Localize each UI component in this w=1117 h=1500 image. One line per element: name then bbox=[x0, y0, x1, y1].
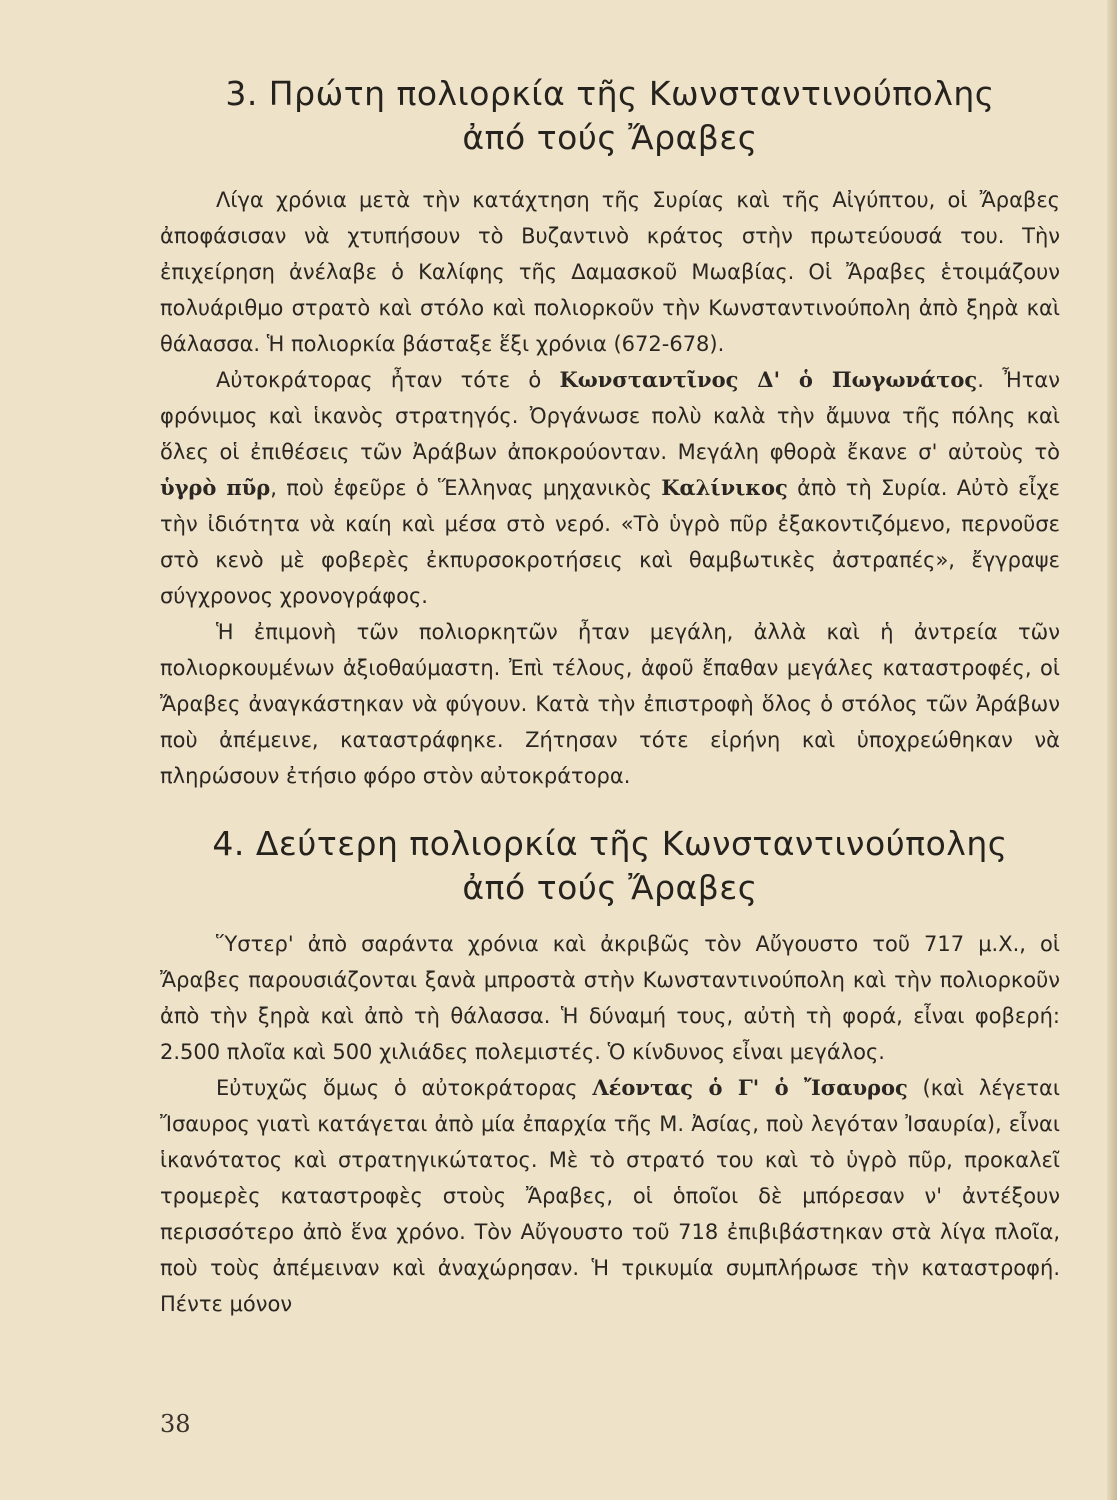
text-run: . Ἦταν φρόνιμος καὶ ἱκανὸς στρατηγός. Ὀργάνωσε πολὺ καλὰ τὴν ἄμυνα τῆς πόλης καὶ ὅλες οἱ ἐπιθέσεις τῶν Ἀράβων ἀποκρούονταν. Μεγάλη φθορὰ ἔκανε σ' αὐτοὺς τὸ bbox=[160, 368, 1060, 464]
page-content bbox=[160, 72, 1060, 1322]
section-3-paragraph-3: Ἡ ἐπιμονὴ τῶν πολιορκητῶν ἦταν μεγάλη, ἀλλὰ καὶ ἡ ἀντρεία τῶν πολιορκουμένων ἀξιοθαύμαστη. Ἐπὶ τέλους, ἀφοῦ ἔπαθαν μεγάλες καταστροφές, οἱ Ἄραβες ἀναγκάστηκαν νὰ φύγουν. Κατὰ τὴν ἐπιστροφὴ ὅλος ὁ στόλος τῶν Ἀράβων ποὺ ἀπέμεινε, καταστράφηκε. Ζήτησαν τότε εἰρήνη καὶ ὑποχρεώθηκαν νὰ πληρώσουν ἐτήσιο φόρο στὸν αὐτοκράτορα. bbox=[160, 620, 1060, 788]
section-3-paragraph-2 bbox=[160, 362, 1060, 614]
text-run: Εὐτυχῶς ὅμως ὁ αὐτοκράτορας bbox=[216, 1076, 593, 1100]
section-4-paragraph-2 bbox=[160, 1070, 1060, 1322]
text-run: ἀπὸ τὴ Συρία. Αὐτὸ εἶχε τὴν ἰδιότητα νὰ καίη καὶ μέσα στὸ νερό. «Τὸ ὑγρὸ πῦρ ἐξακοντιζόμενο, περνοῦσε στὸ κενὸ μὲ φοβερὲς ἐκπυρσοκροτήσεις καὶ θαμβωτικὲς ἀστραπές», ἔγγραψε σύγχρονος χρονογράφος. bbox=[160, 476, 1061, 608]
text-run: (καὶ λέγεται Ἴσαυρος γιατὶ κατάγεται ἀπὸ μία ἐπαρχία τῆς Μ. Ἀσίας, ποὺ λεγόταν Ἰσαυρία), εἶναι ἱκανότατος καὶ στρατηγικώτατος. Μὲ τὸ στρατό του καὶ τὸ ὑγρὸ πῦρ, προκαλεῖ τρομερὲς καταστροφὲς στοὺς Ἄραβες, οἱ ὁποῖοι δὲ μπόρεσαν ν' ἀντέξουν περισσότερο ἀπὸ ἕνα χρόνο. Τὸν Αὔγουστο τοῦ 718 ἐπιβιβάστηκαν στὰ λίγα πλοῖα, ποὺ τοὺς ἀπέμειναν καὶ ἀναχώρησαν. Ἡ τρικυμία συμπλήρωσε τὴν καταστροφή. Πέντε μόνον bbox=[160, 1076, 1060, 1316]
emperor-name: Λέοντας ὁ Γ' ὁ Ἴσαυρος bbox=[592, 1075, 908, 1100]
text-run: Αὐτοκράτορας ἦταν τότε ὁ bbox=[216, 368, 560, 392]
section-4-title-line2: ἀπό τούς Ἄραβες bbox=[462, 868, 758, 907]
text-run: , ποὺ ἐφεῦρε ὁ Ἕλληνας μηχανικὸς bbox=[270, 476, 662, 500]
section-3-title-line2: ἀπό τούς Ἄραβες bbox=[462, 118, 758, 157]
section-gap bbox=[160, 794, 1060, 822]
section-4-paragraph-1: Ὕστερ' ἀπὸ σαράντα χρόνια καὶ ἀκριβῶς τὸν Αὔγουστο τοῦ 717 μ.Χ., οἱ Ἄραβες παρουσιάζονται ξανὰ μπροστὰ στὴν Κωνσταντινούπολη καὶ τὴν πολιορκοῦν ἀπὸ τὴν ξηρὰ καὶ ἀπὸ τὴ θάλασσα. Ἡ δύναμή τους, αὐτὴ τὴ φορά, εἶναι φοβερή: 2.500 πλοῖα καὶ 500 χιλιάδες πολεμιστές. Ὁ κίνδυνος εἶναι μεγάλος. bbox=[160, 932, 1060, 1064]
section-3-title bbox=[160, 72, 1060, 160]
section-3-title-line1: 3. Πρώτη πολιορκία τῆς Κωνσταντινούπολης bbox=[225, 74, 995, 113]
page-edge bbox=[1107, 0, 1117, 1500]
section-3-paragraph-1: Λίγα χρόνια μετὰ τὴν κατάχτηση τῆς Συρίας καὶ τῆς Αἰγύπτου, οἱ Ἄραβες ἀποφάσισαν νὰ χτυπήσουν τὸ Βυζαντινὸ κράτος στὴν πρωτεύουσά του. Τὴν ἐπιχείρηση ἀνέλαβε ὁ Καλίφης τῆς Δαμασκοῦ Μωαβίας. Οἱ Ἄραβες ἑτοιμάζουν πολυάριθμο στρατὸ καὶ στόλο καὶ πολιορκοῦν τὴν Κωνσταντινούπολη ἀπὸ ξηρὰ καὶ θάλασσα. Ἡ πολιορκία βάσταξε ἕξι χρόνια (672-678). bbox=[160, 188, 1060, 356]
section-4-title bbox=[160, 822, 1060, 910]
inventor-name: Καλίνικος bbox=[661, 475, 788, 500]
greek-fire-term: ὑγρὸ πῦρ bbox=[160, 475, 271, 500]
page-number: 38 bbox=[160, 1410, 191, 1438]
emperor-name: Κωνσταντῖνος Δ' ὁ Πωγωνάτος bbox=[559, 367, 978, 392]
section-4-title-line1: 4. Δεύτερη πολιορκία τῆς Κωνσταντινούπολης bbox=[212, 824, 1008, 863]
